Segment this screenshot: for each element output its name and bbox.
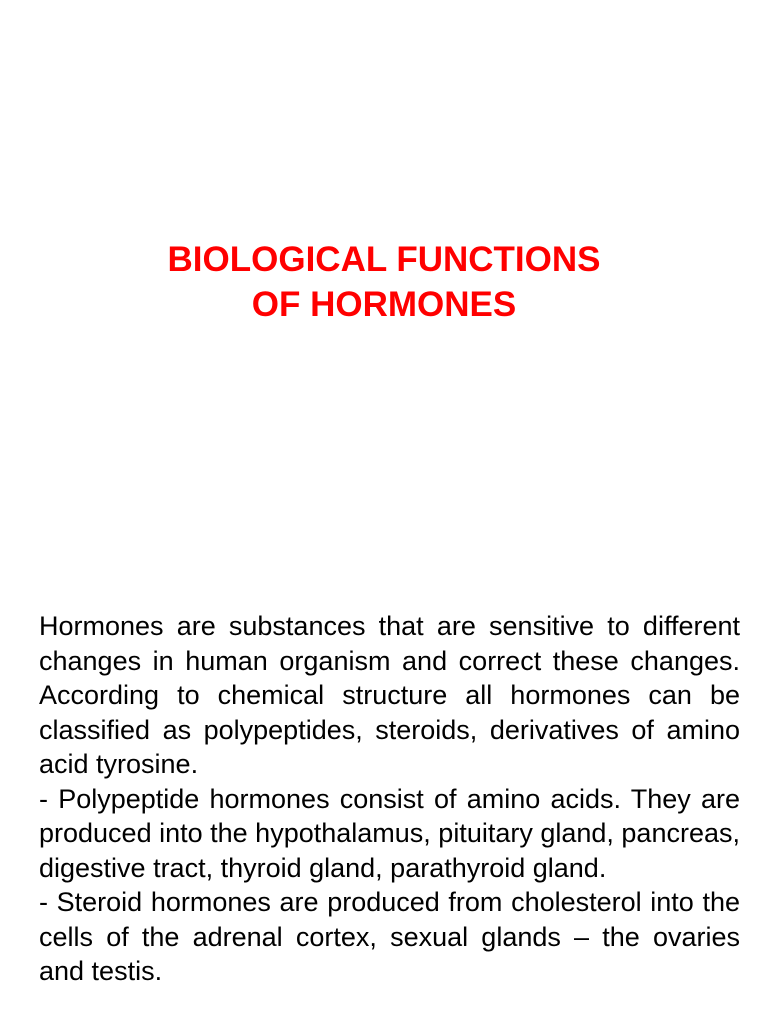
title-line-1: BIOLOGICAL FUNCTIONS xyxy=(167,240,601,279)
body-text xyxy=(39,609,740,989)
polypeptide-paragraph: - Polypeptide hormones consist of amino acids. They are produced into the hypothalamus, pituitary gland, pancreas, digestive tract, thyroid gland, parathyroid gland. xyxy=(39,783,740,883)
title-line-2: OF HORMONES xyxy=(251,285,517,324)
steroid-paragraph: - Steroid hormones are produced from cholesterol into the cells of the adrenal cortex, sexual glands – the ovaries and testis. xyxy=(39,887,740,986)
intro-paragraph: Hormones are substances that are sensitive to different changes in human organism and correct these changes. According to chemical structure all hormones can be classified as polypeptides, steroids, derivatives of amino acid tyrosine. xyxy=(39,611,740,779)
page-title xyxy=(0,237,768,327)
